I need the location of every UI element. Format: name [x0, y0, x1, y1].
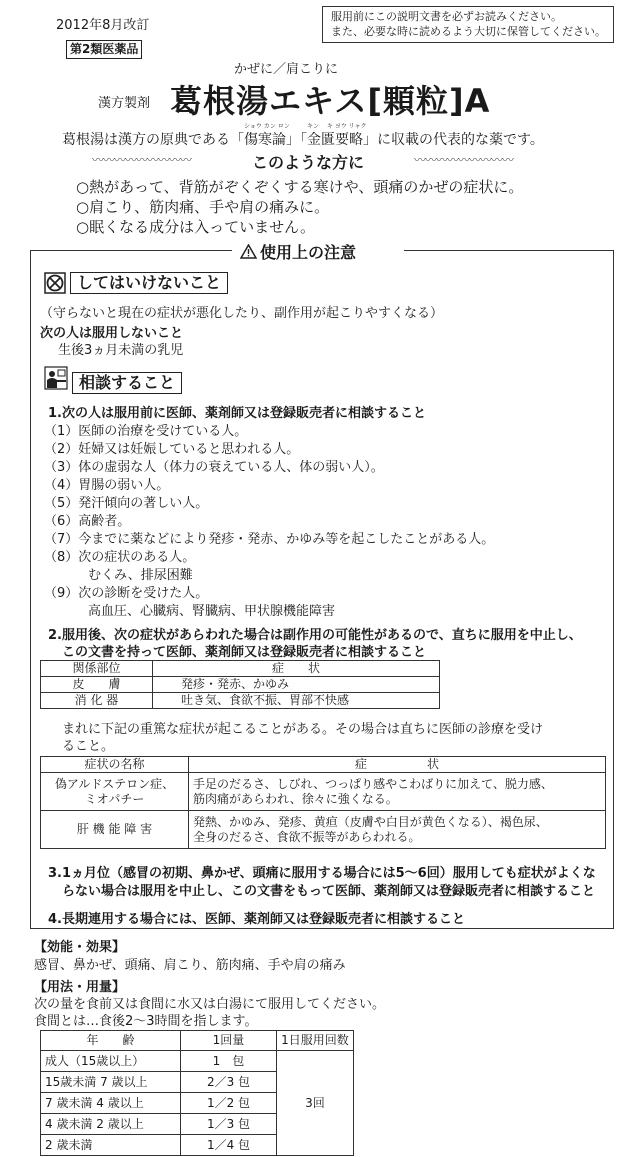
tagline: かぜに／肩こりに — [234, 62, 339, 77]
consult-item-4: （4）胃腸の弱い人。 — [44, 478, 170, 493]
dosage-age: 15歳未満 7 歳以上 — [41, 1072, 181, 1093]
table2-desc: 筋肉痛があらわれ、徐々に強くなる。 — [193, 791, 398, 806]
ruby-kinkiyoryaku: キン キ ヨウ リャク — [307, 123, 367, 130]
intro-post: 」に収載の代表的な薬です。 — [363, 132, 544, 148]
wave-divider-left: 〰〰〰〰〰〰〰〰〰 — [92, 153, 192, 167]
dosage-header-age: 年 齢 — [41, 1031, 181, 1051]
notice-line-1: 服用前にこの説明文書を必ずお読みください。 — [331, 10, 562, 23]
consult-item-3: （3）体の虚弱な人（体力の衰えている人、体の弱い人）。 — [44, 460, 384, 475]
table-row — [41, 693, 440, 709]
table1-cell: 消 化 器 — [41, 693, 153, 709]
ruby-shokanron: ショウ カン ロン — [244, 123, 290, 130]
dosage-table — [40, 1030, 354, 1156]
table2-name: 偽アルドステロン症、 — [54, 776, 175, 791]
consult-s4: 4.長期連用する場合には、医師、薬剤師又は登録販売者に相談すること — [48, 912, 465, 927]
consult-item-8: （8）次の症状のある人。 — [44, 550, 196, 565]
dosage-amount: 1 包 — [181, 1051, 277, 1072]
table-row — [41, 677, 440, 693]
consult-item-7: （7）今までに薬などにより発疹・発赤、かゆみ等を起こしたことがある人。 — [44, 532, 495, 547]
table1-cell: 吐き気、食欲不振、胃部不快感 — [153, 693, 440, 709]
consult-item-5: （5）発汗傾向の著しい人。 — [44, 496, 209, 511]
serious-effects-table — [40, 756, 606, 849]
table-row — [41, 773, 606, 811]
bullet-2: ○肩こり、筋肉痛、手や肩の痛みに。 — [76, 198, 330, 216]
read-before-use-notice — [322, 6, 614, 43]
table2-header-name: 症状の名称 — [41, 757, 189, 773]
consult-item-2: （2）妊婦又は妊娠していると思われる人。 — [44, 442, 300, 457]
table1-cell: 発疹・発赤、かゆみ — [153, 677, 440, 693]
rare-note-line2: ること。 — [62, 739, 115, 754]
table2-desc: 全身のだるさ、食欲不振等があらわれる。 — [193, 829, 421, 844]
indications-title: このような方に — [252, 153, 365, 172]
dosage-amount: 1／3 包 — [181, 1114, 277, 1135]
table1-header-part: 関係部位 — [41, 661, 153, 677]
dosage-line1: 次の量を食前又は食間に水又は白湯にて服用してください。 — [34, 997, 386, 1012]
dont-heading: してはいけないこと — [70, 272, 228, 294]
consult-s1: 1.次の人は服用前に医師、薬剤師又は登録販売者に相談すること — [48, 406, 426, 421]
dosage-header-times: 1日服用回数 — [277, 1031, 354, 1051]
table2-name: 肝 機 能 障 害 — [41, 811, 189, 849]
table2-header-symptom: 症 状 — [189, 757, 606, 773]
consult-s3-line2: らない場合は服用を中止し、この文書をもって医師、薬剤師又は登録販売者に相談すること — [62, 884, 596, 899]
dosage-times: 3回 — [277, 1051, 354, 1156]
revision-date: 2012年8月改訂 — [56, 18, 150, 33]
dont-note: （守らないと現在の症状が悪化したり、副作用が起こりやすくなる） — [40, 306, 444, 321]
notice-line-2: また、必要な時に読めるよう大切に保管してください。 — [331, 25, 606, 38]
consult-item-8-detail: むくみ、排尿困難 — [88, 568, 193, 583]
drug-category-badge: 第2類医薬品 — [66, 40, 142, 59]
bullet-3: ○眠くなる成分は入っていません。 — [76, 218, 315, 236]
consult-item-1: （1）医師の治療を受けている人。 — [44, 424, 248, 439]
dosage-heading: 【用法・用量】 — [34, 980, 126, 995]
table-row — [41, 811, 606, 849]
dosage-header-amount: 1回量 — [181, 1031, 277, 1051]
intro-text — [62, 123, 544, 149]
consult-item-9: （9）次の診断を受けた人。 — [44, 586, 209, 601]
consult-item-6: （6）高齢者。 — [44, 514, 131, 529]
dosage-line2: 食間とは…食後2〜3時間を指します。 — [34, 1014, 258, 1029]
dosage-age: 2 歳未満 — [41, 1135, 181, 1156]
dosage-amount: 1／4 包 — [181, 1135, 277, 1156]
rare-note-line1: まれに下記の重篤な症状が起こることがある。その場合は直ちに医師の診療を受け — [62, 722, 544, 737]
consult-heading: 相談すること — [72, 372, 182, 394]
product-title: 葛根湯エキス[顆粒]A — [170, 82, 491, 120]
table2-desc: 手足のだるさ、しびれ、つっぱり感やこわばりに加えて、脱力感、 — [193, 776, 553, 791]
book-shokanron: 傷寒論 — [244, 132, 286, 148]
table-row — [41, 1051, 354, 1072]
consult-s2-line2: この文書を持って医師、薬剤師又は登録販売者に相談すること — [62, 645, 427, 660]
table1-header-symptom: 症 状 — [153, 661, 440, 677]
consult-s2-line1: 2.服用後、次の症状があらわれた場合は副作用の可能性があるので、直ちに服用を中止し、 — [48, 628, 582, 643]
dosage-age: 4 歳未満 2 歳以上 — [41, 1114, 181, 1135]
table2-desc: 発熱、かゆみ、発疹、黄疸（皮膚や白目が黄色くなる）、褐色尿、 — [193, 814, 548, 829]
table1-cell: 皮 膚 — [41, 677, 153, 693]
kanpo-label: 漢方製剤 — [98, 96, 151, 111]
side-effects-table — [40, 660, 440, 709]
table2-name: ミオパチー — [84, 791, 145, 806]
efficacy-heading: 【効能・効果】 — [34, 940, 126, 955]
consult-icon — [44, 366, 68, 394]
dont-item: 生後3ヵ月未満の乳児 — [58, 343, 184, 358]
dosage-amount: 1／2 包 — [181, 1093, 277, 1114]
caution-title: 使用上の注意 — [260, 243, 357, 262]
dosage-amount: 2／3 包 — [181, 1072, 277, 1093]
efficacy-text: 感冒、鼻かぜ、頭痛、肩こり、筋肉痛、手や肩の痛み — [34, 958, 346, 973]
dosage-age: 7 歳未満 4 歳以上 — [41, 1093, 181, 1114]
prohibited-icon — [44, 272, 66, 298]
dosage-age: 成人（15歳以上） — [41, 1051, 181, 1072]
consult-s3-line1: 3.1ヵ月位（感冒の初期、鼻かぜ、頭痛に服用する場合には5〜6回）服用しても症状がよくな — [48, 866, 596, 881]
bullet-1: ○熱があって、背筋がぞくぞくする寒けや、頭痛のかぜの症状に。 — [76, 178, 524, 196]
wave-divider-right: 〰〰〰〰〰〰〰〰〰 — [414, 153, 514, 167]
intro-mid: 」「 — [286, 132, 307, 148]
consult-item-9-detail: 高血圧、心臓病、腎臓病、甲状腺機能障害 — [88, 604, 336, 619]
dont-sub: 次の人は服用しないこと — [40, 326, 184, 341]
intro-pre: 葛根湯は漢方の原典である「 — [62, 132, 244, 148]
book-kinkiyoryaku: 金匱要略 — [307, 132, 363, 148]
